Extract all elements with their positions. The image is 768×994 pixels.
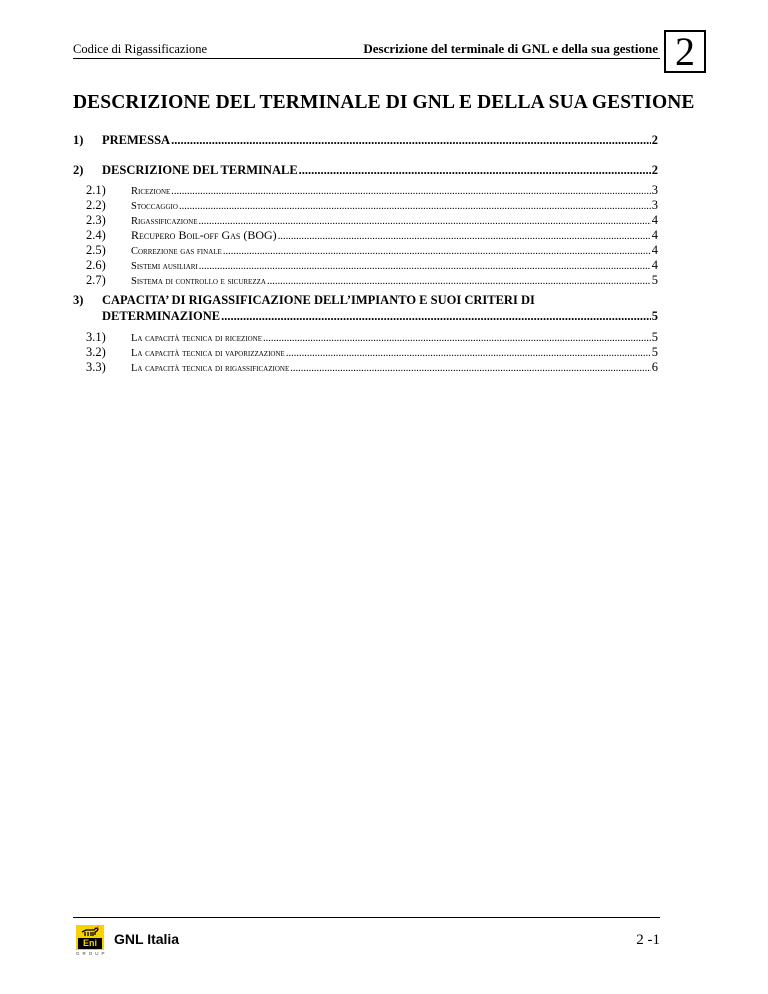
toc-dot-leader: [171, 186, 650, 197]
toc-dot-leader: [299, 163, 651, 178]
toc-subentry[interactable]: [86, 228, 658, 243]
footer-divider: [73, 917, 660, 918]
chapter-number: 2: [675, 28, 695, 74]
toc-entry-page: 4: [651, 228, 658, 242]
toc-dot-leader: [278, 231, 651, 242]
toc-entry-title: Rigassificazione: [131, 216, 198, 227]
toc-entry-page: 5: [651, 273, 658, 287]
toc-entry-page: 2: [651, 133, 658, 147]
toc-entry-number: 3.2): [86, 345, 106, 359]
toc-entry-title: Stoccaggio: [131, 201, 178, 212]
toc-entry-page: 3: [651, 198, 658, 212]
toc-entry-number: 3): [73, 293, 84, 307]
toc-subentry[interactable]: [86, 330, 658, 345]
toc-entry-title: La capacità tecnica di rigassificazione: [131, 363, 290, 374]
toc-entry-number: 1): [73, 133, 84, 147]
toc-entry-number: 2.1): [86, 183, 106, 197]
toc-entry-title: Correzione gas finale: [131, 246, 222, 257]
toc-entry-number: 2.6): [86, 258, 106, 272]
toc-entry-title: Recupero Boil-off Gas (BOG): [131, 228, 277, 242]
toc-dot-leader: [199, 261, 651, 272]
toc-dot-leader: [171, 133, 651, 148]
toc-entry[interactable]: [73, 163, 658, 178]
toc-entry-page: 5: [651, 309, 658, 323]
toc-entry-number: 2.7): [86, 273, 106, 287]
toc-entry[interactable]: [102, 309, 658, 324]
toc-entry-title: PREMESSA: [102, 133, 171, 147]
toc-entry-title: La capacità tecnica di vaporizzazione: [131, 348, 285, 359]
eni-logo-text: Eni: [78, 938, 102, 949]
toc-entry-title: Ricezione: [131, 186, 171, 197]
toc-dot-leader: [263, 333, 651, 344]
toc-entry-page: 4: [651, 213, 658, 227]
toc-entry-page: 5: [651, 330, 658, 344]
toc-dot-leader: [199, 216, 651, 227]
eni-logo-group-text: GROUP: [76, 951, 108, 956]
toc-entry-title: Sistema di controllo e sicurezza: [131, 276, 266, 287]
toc-entry-number: 2.5): [86, 243, 106, 257]
toc-subentry[interactable]: [86, 345, 658, 360]
toc-entry-page: 4: [651, 258, 658, 272]
toc-entry-page: 2: [651, 163, 658, 177]
toc-subentry[interactable]: [86, 183, 658, 198]
toc-dot-leader: [179, 201, 651, 212]
toc-subentry[interactable]: [86, 273, 658, 288]
toc-entry-page: 3: [651, 183, 658, 197]
toc-entry-title-line1[interactable]: CAPACITA’ DI RIGASSIFICAZIONE DELL’IMPIANTO E SUOI CRITERI DI: [102, 293, 535, 307]
page-title: DESCRIZIONE DEL TERMINALE DI GNL E DELLA SUA GESTIONE: [73, 92, 695, 113]
toc-dot-leader: [286, 348, 651, 359]
toc-entry-title: DETERMINAZIONE: [102, 309, 221, 323]
header-left-title: Codice di Rigassificazione: [73, 42, 207, 56]
chapter-number-box: [664, 30, 706, 73]
toc-subentry[interactable]: [86, 213, 658, 228]
toc-subentry[interactable]: [86, 360, 658, 375]
six-legged-dog-icon: [80, 926, 100, 938]
toc-entry-title: DESCRIZIONE DEL TERMINALE: [102, 163, 298, 177]
toc-entry[interactable]: [73, 133, 658, 148]
toc-entry-title: La capacità tecnica di ricezione: [131, 333, 262, 344]
toc-subentry[interactable]: [86, 198, 658, 213]
toc-entry-number: 2.4): [86, 228, 106, 242]
toc-subentry[interactable]: [86, 258, 658, 273]
brand-name: GNL Italia: [114, 931, 180, 947]
toc-entry-number: 3.3): [86, 360, 106, 374]
toc-subentry[interactable]: [86, 243, 658, 258]
toc-entry-number: 2.2): [86, 198, 106, 212]
toc-entry-number: 3.1): [86, 330, 106, 344]
header-section-title: Descrizione del terminale di GNL e della sua gestione: [363, 41, 658, 56]
toc-entry-page: 6: [651, 360, 658, 374]
toc-entry-title: Sistemi ausiliari: [131, 261, 198, 272]
page-number: 2 -1: [636, 932, 660, 948]
toc-entry-number: 2.3): [86, 213, 106, 227]
toc-dot-leader: [221, 309, 651, 324]
toc-entry-page: 5: [651, 345, 658, 359]
toc-dot-leader: [223, 246, 651, 257]
toc-dot-leader: [267, 276, 651, 287]
header-divider: [73, 58, 660, 59]
toc-dot-leader: [290, 363, 651, 374]
toc-entry-page: 4: [651, 243, 658, 257]
toc-entry-number: 2): [73, 163, 84, 177]
